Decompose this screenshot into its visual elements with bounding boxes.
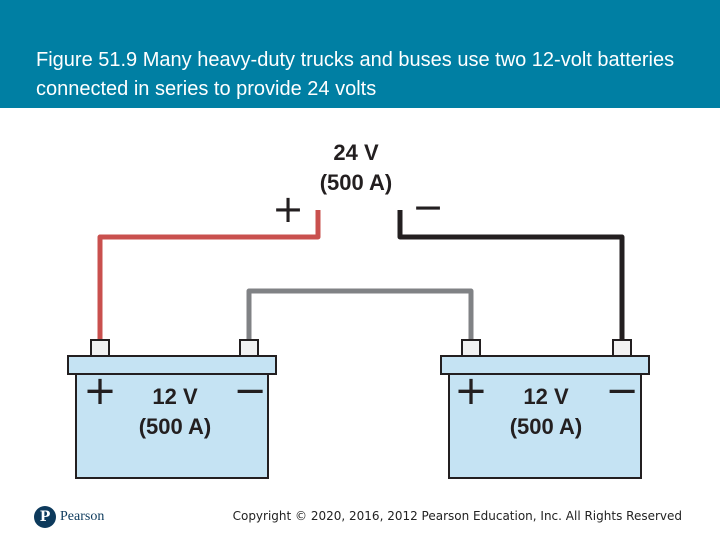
battery-1-negative-symbol: − [233,368,267,414]
output-negative-symbol: − [412,185,444,229]
copyright-notice: Copyright © 2020, 2016, 2012 Pearson Education, Inc. All Rights Reserved [232,509,682,523]
output-positive-symbol: + [272,187,304,231]
battery-2-current-label: (500 A) [509,414,583,439]
figure-caption: Figure 51.9 Many heavy-duty trucks and buses use two 12-volt batteries connected in series to provide 24 volts [36,49,675,100]
pearson-logo [34,505,104,529]
series-link-wire [249,291,471,344]
battery-2 [441,340,649,478]
battery-2-positive-terminal [462,340,480,356]
output-current-label: (500 A) [319,170,393,195]
output-voltage-label: 24 V [333,140,379,165]
battery-1-positive-symbol: + [83,368,117,414]
header-banner [0,0,720,108]
negative-wire [400,210,622,344]
battery-2-positive-symbol: + [454,368,488,414]
battery-1-current-label: (500 A) [138,414,212,439]
battery-2-voltage-label: 12 V [523,384,569,409]
battery-2-negative-terminal [613,340,631,356]
pearson-wordmark: Pearson [60,509,105,524]
battery-1-negative-terminal [240,340,258,356]
battery-2-negative-symbol: − [605,368,639,414]
battery-1-positive-terminal [91,340,109,356]
series-battery-diagram [0,108,720,498]
battery-1 [68,340,276,478]
battery-1-voltage-label: 12 V [152,384,198,409]
pearson-p-icon: P [34,506,56,528]
